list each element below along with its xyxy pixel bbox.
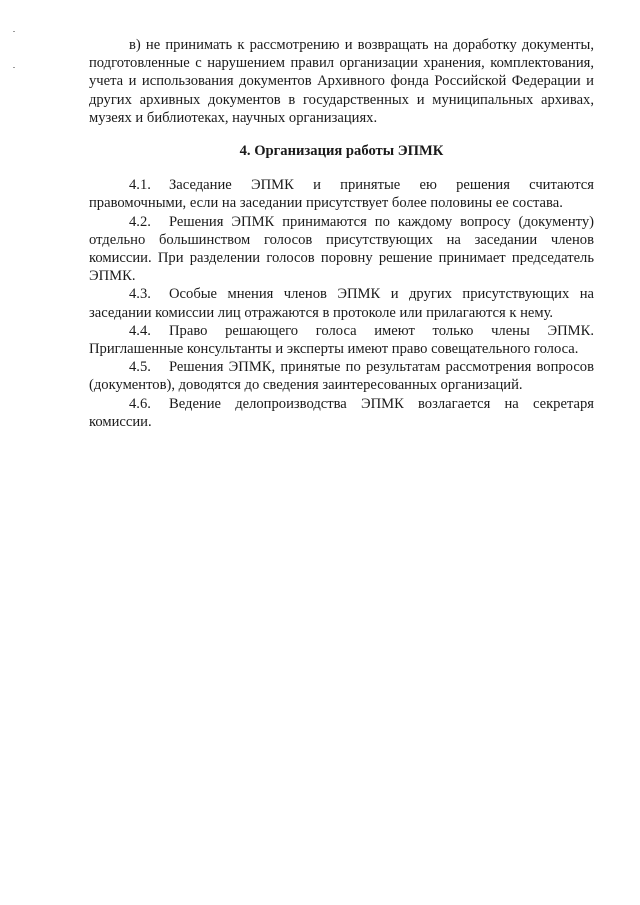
- intro-paragraph: в) не принимать к рассмотрению и возвращать на доработку документы, подготовленные с нарушением правил организации хранения, комплектования, учета и использования документов Архивного фонда Российской Федерации и других архивных документов в государственных и муниципальных архивах, музеях и библиотеках, научных организациях.: [89, 37, 594, 126]
- section-heading: 4. Организация работы ЭПМК: [239, 143, 444, 160]
- clause-number: 4.6.: [129, 395, 151, 412]
- clause-text: Право решающего голоса имеют только члены ЭПМК. Приглашенные консультанты и эксперты имеют право совещательного голоса.: [89, 322, 594, 358]
- clause-number: 4.4.: [129, 322, 151, 339]
- clause-4-6: [89, 395, 594, 431]
- scan-speck: [13, 31, 15, 32]
- clause-4-3: [89, 285, 594, 321]
- clause-text: Решения ЭПМК, принятые по результатам рассмотрения вопросов (документов), доводятся до сведения заинтересованных организаций.: [89, 359, 594, 394]
- clause-number: 4.2.: [129, 213, 151, 230]
- clause-4-1: [89, 176, 594, 212]
- clause-number: 4.5.: [129, 359, 151, 376]
- clause-text: Ведение делопроизводства ЭПМК возлагается на секретаря комиссии.: [89, 395, 594, 430]
- clause-number: 4.3.: [129, 286, 151, 303]
- clause-4-2: [89, 213, 594, 286]
- scan-speck: [13, 67, 15, 68]
- clause-number: 4.1.: [129, 177, 151, 194]
- document-body: [89, 36, 594, 431]
- clause-4-5: [89, 358, 594, 394]
- clause-text: Особые мнения членов ЭПМК и других присутствующих на заседании комиссии лиц отражаются в протоколе или прилагаются к нему.: [89, 286, 594, 321]
- clause-text: Заседание ЭПМК и принятые ею решения считаются правомочными, если на заседании присутствует более половины ее состава.: [89, 177, 594, 212]
- clause-4-4: [89, 322, 594, 358]
- clause-text: Решения ЭПМК принимаются по каждому вопросу (документу) отдельно большинством голосов присутствующих на заседании членов комиссии. При разделении голосов поровну решение принимает председатель ЭПМК.: [89, 213, 594, 285]
